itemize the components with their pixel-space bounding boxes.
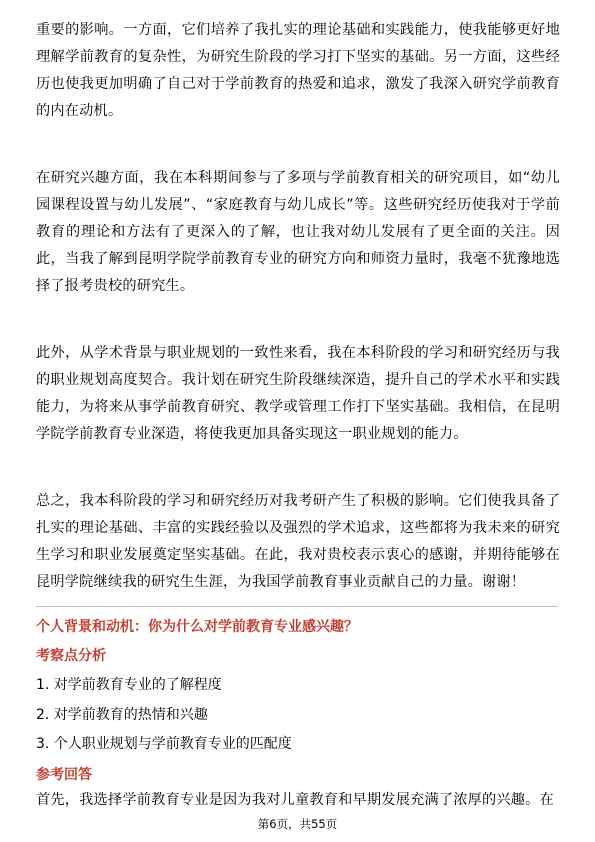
analysis-point-3: 3. 个人职业规划与学前教育专业的匹配度 xyxy=(36,736,292,752)
analysis-point-2: 2. 对学前教育的热情和兴趣 xyxy=(36,707,208,723)
question-heading: 个人背景和动机：你为什么对学前教育专业感兴趣？ xyxy=(36,619,358,635)
analysis-heading: 考察点分析 xyxy=(36,648,106,664)
section-divider xyxy=(36,606,558,607)
paragraph-career-plan: 此外，从学术背景与职业规划的一致性来看，我在本科阶段的学习和研究经历与我的职业规划高度契合。我计划在研究生阶段继续深造，提升自己的学术水平和实践能力，为将来从事学前教育研究、教学或管理工作打下坚实基础。我相信，在昆明学院学前教育专业深造，将使我更加具备实现这一职业规划的能力。 xyxy=(36,345,560,442)
page-number: 第6页，共55页 xyxy=(257,817,338,831)
paragraph-conclusion: 总之，我本科阶段的学习和研究经历对我考研产生了积极的影响。它们使我具备了扎实的理论基础、丰富的实践经验以及强烈的学术追求，这些都将为我未来的研究生学习和职业发展奠定坚实基础。在此，我对贵校表示衷心的感谢，并期待能够在昆明学院继续我的研究生生涯，为我国学前教育事业贡献自己的力量。谢谢！ xyxy=(36,493,560,590)
answer-text: 首先，我选择学前教育专业是因为我对儿童教育和早期发展充满了浓厚的兴趣。在 xyxy=(36,792,554,808)
paragraph-influence: 重要的影响。一方面，它们培养了我扎实的理论基础和实践能力，使我能够更好地理解学前教育的复杂性，为研究生阶段的学习打下坚实的基础。另一方面，这些经历也使我更加明确了自己对于学前教育的热爱和追求，激发了我深入研究学前教育的内在动机。 xyxy=(36,22,560,119)
paragraph-research-interest: 在研究兴趣方面，我在本科期间参与了多项与学前教育相关的研究项目，如“幼儿园课程设置与幼儿发展”、“家庭教育与幼儿成长”等。这些研究经历使我对于学前教育的理论和方法有了更深入的了解，也让我对幼儿发展有了更全面的关注。因此，当我了解到昆明学院学前教育专业的研究方向和师资力量时，我毫不犹豫地选择了报考贵校的研究生。 xyxy=(36,170,560,294)
answer-heading: 参考回答 xyxy=(36,767,92,783)
analysis-point-1: 1. 对学前教育专业的了解程度 xyxy=(36,677,222,693)
